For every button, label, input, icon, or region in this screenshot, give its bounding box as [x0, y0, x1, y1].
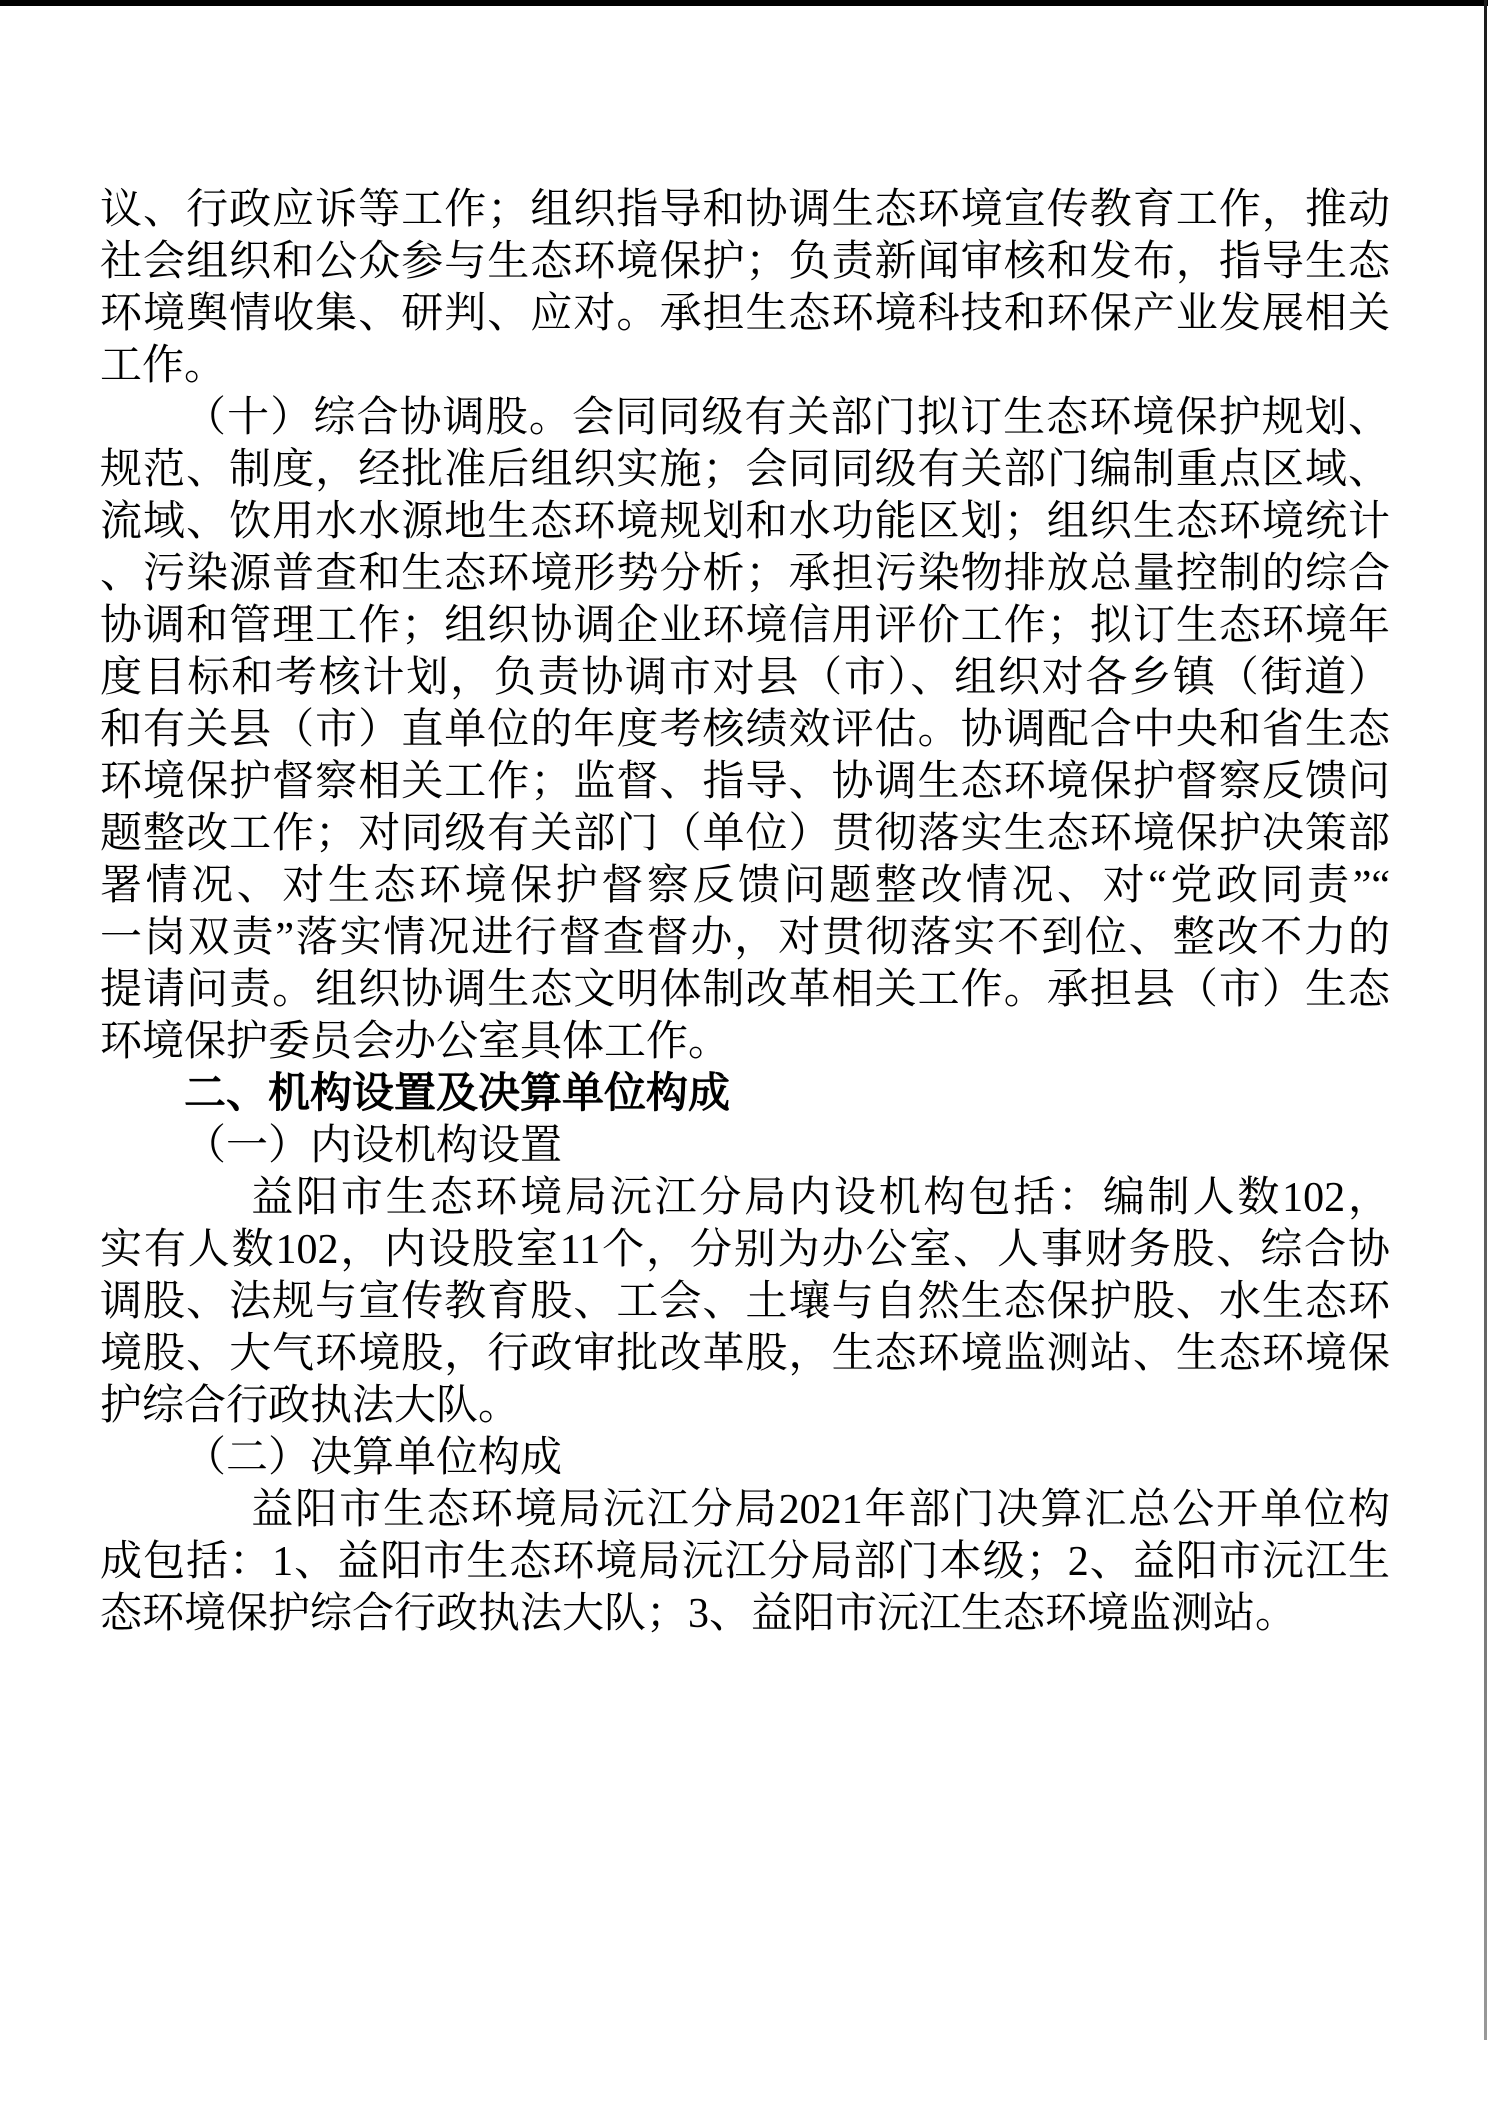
text-line: 工作。 [100, 343, 227, 389]
text-line: 益阳市生态环境局沅江分局2021年部门决算汇总公开单位构 [251, 1487, 1390, 1533]
text-line: 一岗双责”落实情况进行督查督办，对贯彻落实不到位、整改不力的 [100, 915, 1390, 961]
text-line: （十）综合协调股。会同同级有关部门拟订生态环境保护规划、 [184, 395, 1390, 441]
text-line: 规范、制度，经批准后组织实施；会同同级有关部门编制重点区域、 [100, 447, 1390, 493]
text-line: 社会组织和公众参与生态环境保护；负责新闻审核和发布，指导生态 [100, 239, 1390, 285]
text-line: 成包括：1、益阳市生态环境局沅江分局部门本级；2、益阳市沅江生 [100, 1539, 1390, 1585]
text-line: 流域、饮用水水源地生态环境规划和水功能区划；组织生态环境统计 [100, 499, 1390, 545]
text-line: 态环境保护综合行政执法大队；3、益阳市沅江生态环境监测站。 [100, 1591, 1298, 1637]
text-line: 度目标和考核计划，负责协调市对县（市）、组织对各乡镇（街道） [100, 655, 1390, 701]
text-line: 、污染源普查和生态环境形势分析；承担污染物排放总量控制的综合 [100, 551, 1390, 597]
text-line: 署情况、对生态环境保护督察反馈问题整改情况、对“党政同责”“ [100, 863, 1390, 909]
text-line: 境股、大气环境股，行政审批改革股，生态环境监测站、生态环境保 [100, 1331, 1390, 1377]
text-line: 护综合行政执法大队。 [100, 1383, 521, 1429]
scan-edge-right [1484, 0, 1487, 2040]
scan-edge-top [0, 0, 1488, 6]
text-line: 议、行政应诉等工作；组织指导和协调生态环境宣传教育工作，推动 [100, 187, 1390, 233]
text-line: 环境保护督察相关工作；监督、指导、协调生态环境保护督察反馈问 [100, 759, 1390, 805]
section-heading: 二、机构设置及决算单位构成 [184, 1071, 731, 1117]
text-line: 环境舆情收集、研判、应对。承担生态环境科技和环保产业发展相关 [100, 291, 1390, 337]
text-line: 环境保护委员会办公室具体工作。 [100, 1019, 731, 1065]
text-line: 协调和管理工作；组织协调企业环境信用评价工作；拟订生态环境年 [100, 603, 1390, 649]
text-line: （一）内设机构设置 [184, 1123, 563, 1169]
text-line: 题整改工作；对同级有关部门（单位）贯彻落实生态环境保护决策部 [100, 811, 1390, 857]
text-line: 益阳市生态环境局沅江分局内设机构包括：编制人数102， [251, 1175, 1390, 1221]
text-line: 提请问责。组织协调生态文明体制改革相关工作。承担县（市）生态 [100, 967, 1390, 1013]
document-text [100, 184, 1390, 1640]
text-line: （二）决算单位构成 [184, 1435, 563, 1481]
text-line: 调股、法规与宣传教育股、工会、土壤与自然生态保护股、水生态环 [100, 1279, 1390, 1325]
text-line: 和有关县（市）直单位的年度考核绩效评估。协调配合中央和省生态 [100, 707, 1390, 753]
text-line: 实有人数102，内设股室11个，分别为办公室、人事财务股、综合协 [100, 1227, 1390, 1273]
